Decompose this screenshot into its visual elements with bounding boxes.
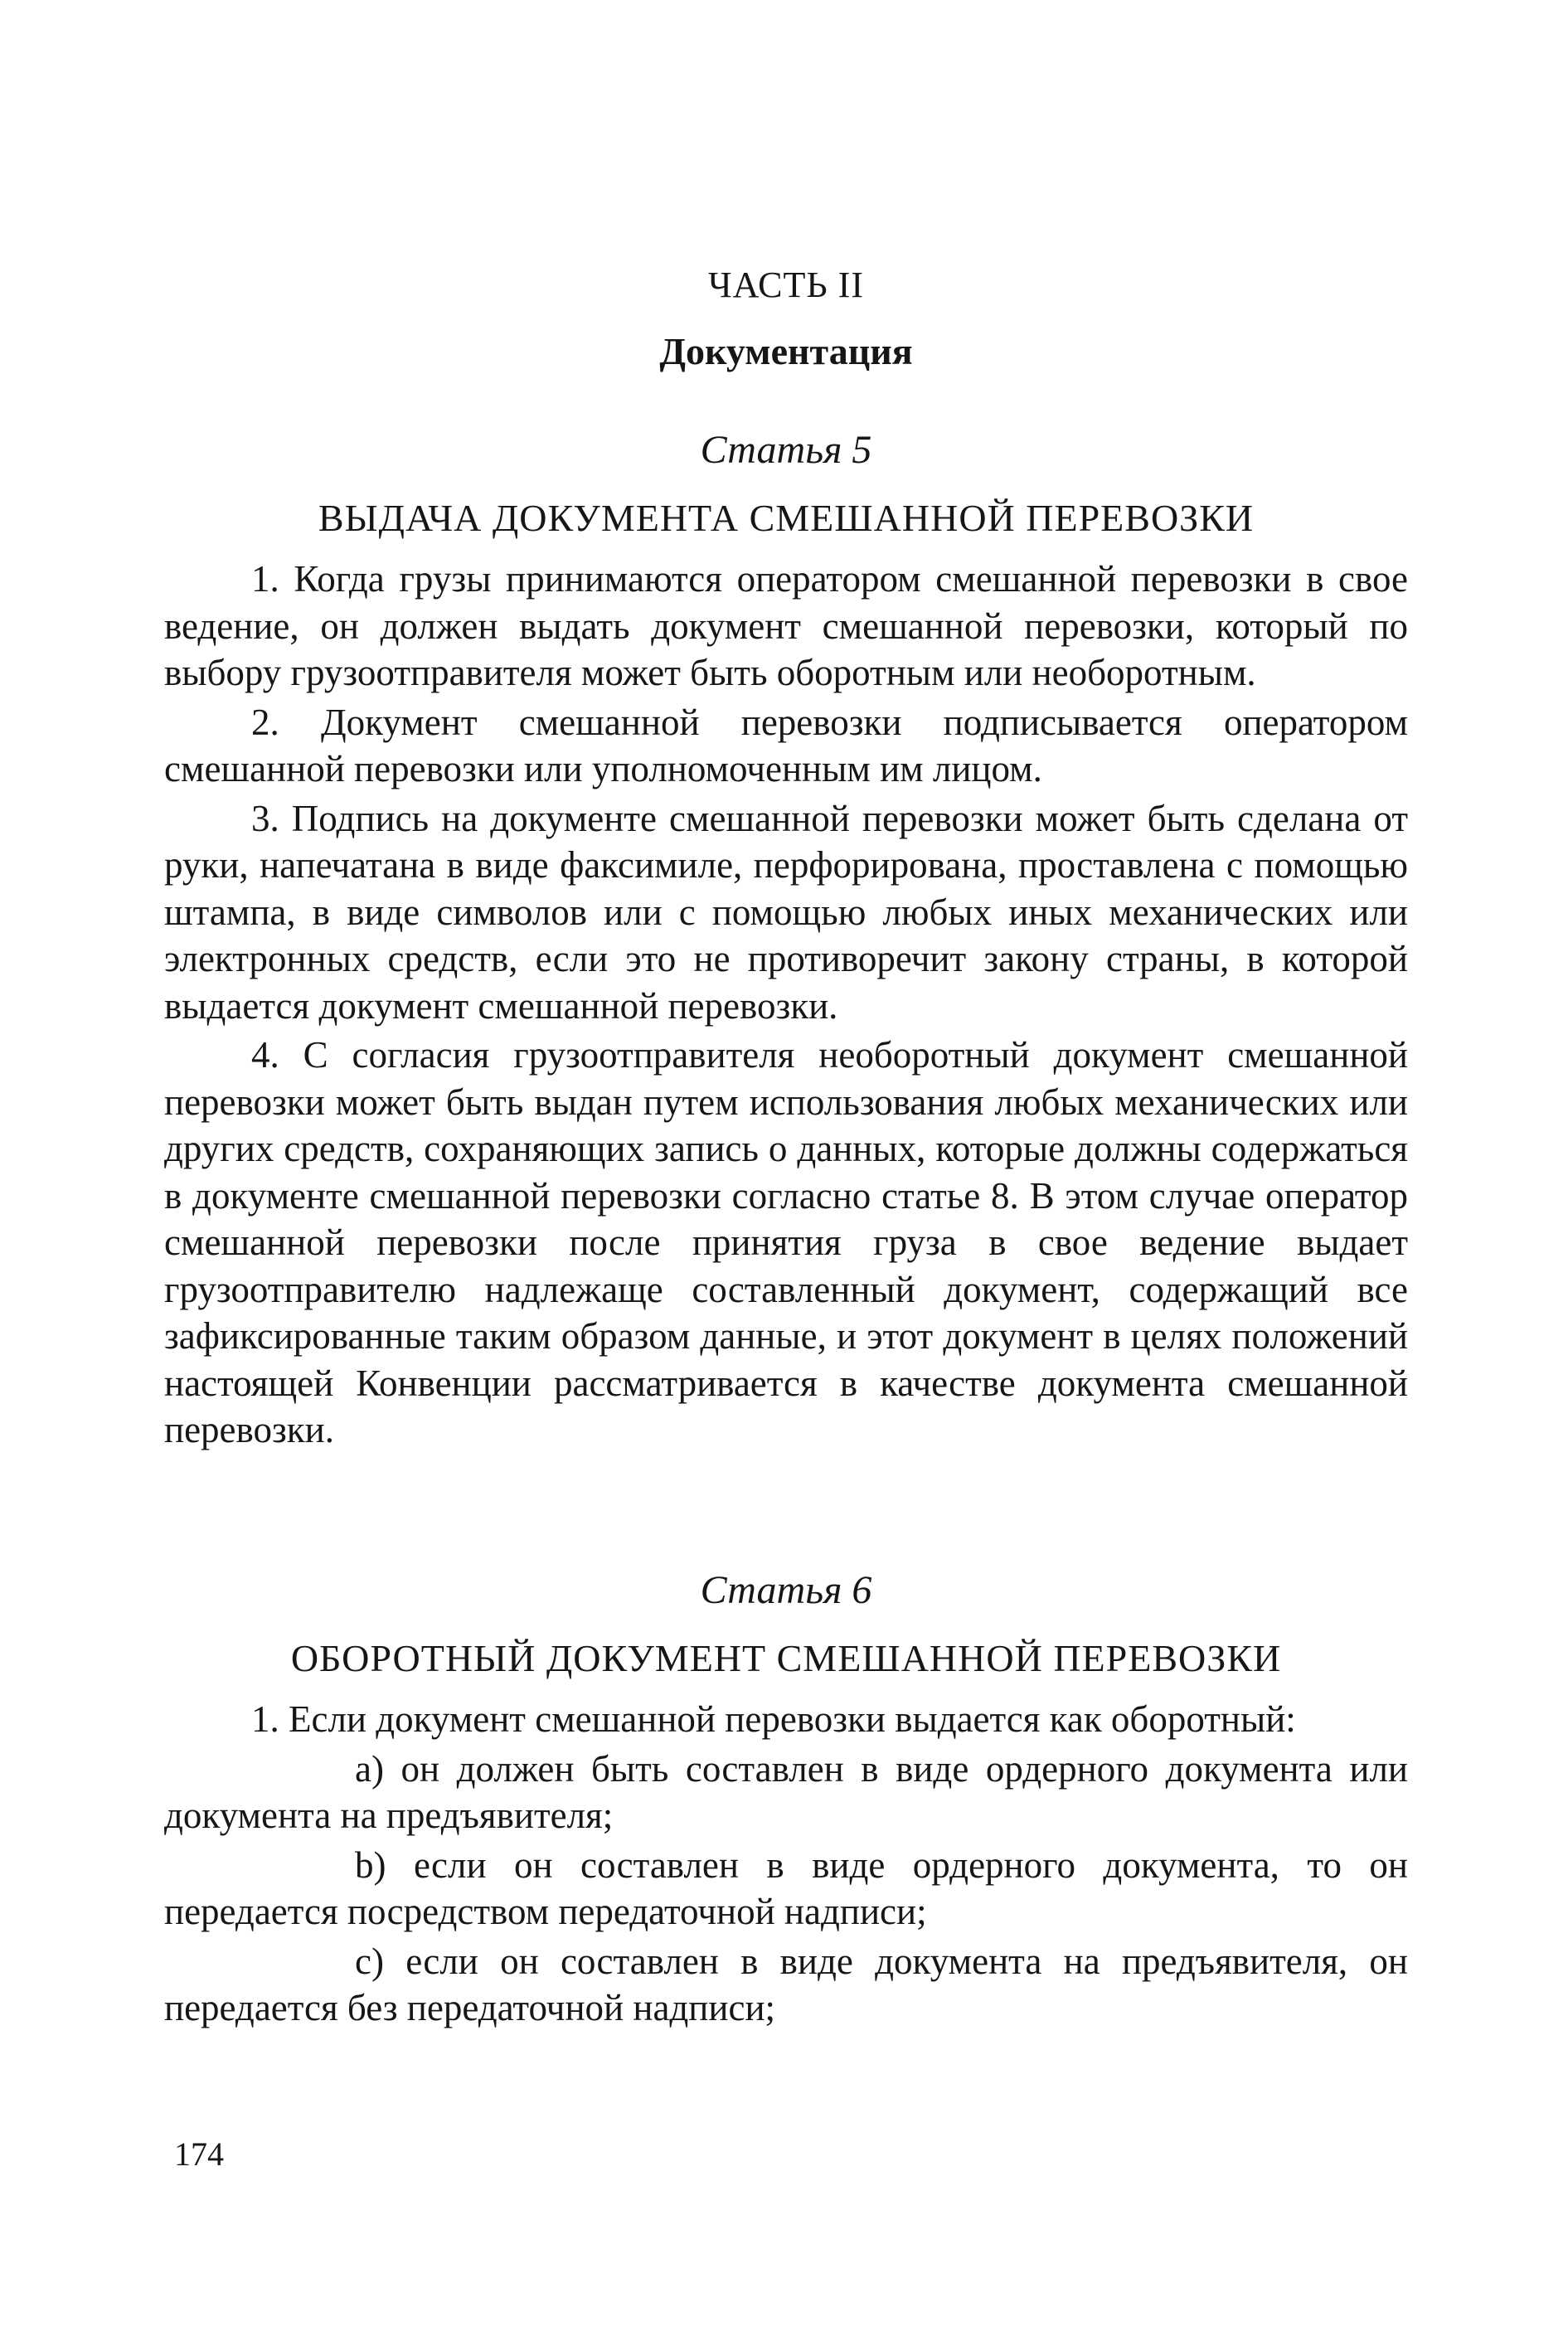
article-6-item-a: a) он должен быть составлен в виде ордерного документа или документа на предъявителя; bbox=[164, 1747, 1408, 1836]
part-title: ЧАСТЬ II bbox=[708, 265, 864, 305]
article-5-paragraph-2: 2. Документ смешанной перевозки подписывается оператором смешанной перевозки или уполномоченным им лицом. bbox=[164, 701, 1408, 789]
article-6-label: Статья 6 bbox=[700, 1568, 872, 1612]
page-number: 174 bbox=[174, 2135, 224, 2173]
article-5-paragraph-4: 4. С согласия грузоотправителя необоротный документ смешанной перевозки может быть выдан путем использования любых механических или других средств, сохраняющих запись о данных, которые должны содержаться в документе смешанной перевозки согласно статье 8. В этом случае оператор смешанной перевозки после принятия груза в свое ведение выдает грузоотправителю надлежаще составленный документ, содержащий все зафиксированные таким образом данные, и этот документ в целях положений настоящей Конвенции рассматривается в качестве документа смешанной перевозки. bbox=[164, 1034, 1408, 1450]
article-5-paragraph-3: 3. Подпись на документе смешанной перевозки может быть сделана от руки, напечатана в виде факсимиле, перфорирована, проставлена с помощью штампа, в виде символов или с помощью любых иных механических или электронных средств, если это не противоречит закону страны, в которой выдается документ смешанной перевозки. bbox=[164, 797, 1408, 1027]
article-5-body bbox=[164, 556, 1408, 1454]
article-6-heading: ОБОРОТНЫЙ ДОКУМЕНТ СМЕШАННОЙ ПЕРЕВОЗКИ bbox=[290, 1637, 1282, 1679]
article-5-paragraph-1: 1. Когда грузы принимаются оператором смешанной перевозки в свое ведение, он должен выдать документ смешанной перевозки, который по выбору грузоотправителя может быть оборотным или необоротным. bbox=[164, 558, 1408, 693]
part-subtitle: Документация bbox=[659, 330, 913, 372]
article-5-heading: ВЫДАЧА ДОКУМЕНТА СМЕШАННОЙ ПЕРЕВОЗКИ bbox=[318, 497, 1255, 539]
article-6-item-c: c) если он составлен в виде документа на предъявителя, он передается без передаточной надписи; bbox=[164, 1940, 1408, 2028]
article-6-body bbox=[164, 1696, 1408, 2032]
document-page bbox=[164, 0, 1408, 2351]
article-5-label: Статья 5 bbox=[700, 428, 872, 472]
article-6-intro: 1. Если документ смешанной перевозки выдается как оборотный: bbox=[251, 1698, 1296, 1740]
article-6-item-b: b) если он составлен в виде ордерного документа, то он передается посредством передаточной надписи; bbox=[164, 1843, 1408, 1932]
